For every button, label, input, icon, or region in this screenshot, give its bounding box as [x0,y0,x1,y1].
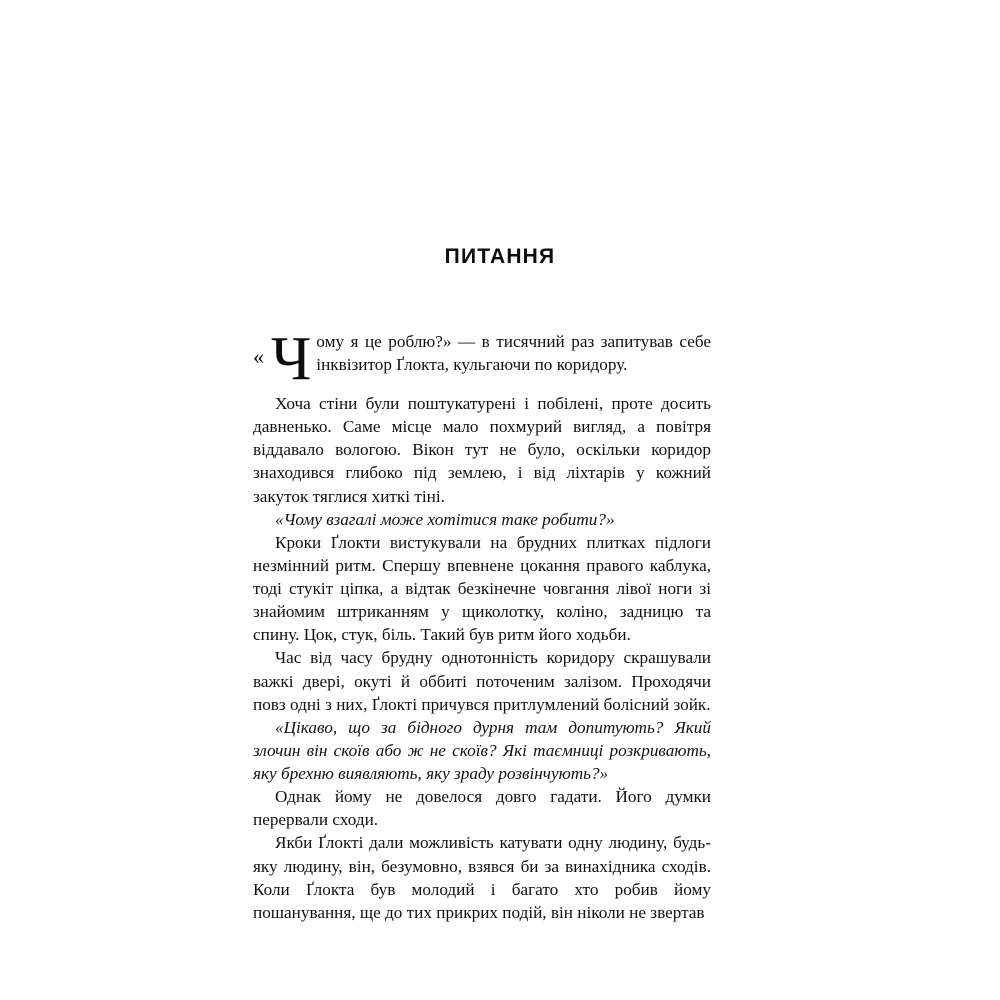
drop-cap-letter: Ч [271,325,312,393]
paragraph-stairs-interrupt: Однак йому не довелося довго гадати. Його думки перервали сходи. [253,787,711,830]
paragraph-torture: Якби Ґлокті дали можливість катувати одну людину, будь-яку людину, він, безумовно, взявся би за винахідника сходів. Коли Ґлокта був молодий і багато хто робив йому пошанування, ще до тих прикрих подій, він ніколи не звертав [253,833,711,922]
opening-rest: себе інквізитор Ґлокта, кульгаючи по коридору. [316,332,711,375]
paragraph-steps: Кроки Ґлокти вистукували на брудних плитках підлоги незмінний ритм. Спершу впевнене цокання правого каблука, тоді стукіт ціпка, а відтак безкінечне човгання лівої ноги зі знайомим штриканням у щиколотку, коліно, задницю та спину. Цок, стук, біль. Такий був ритм його ходьби. [253,532,711,645]
opening-paragraph [253,325,711,393]
opening-first-line: ому я це роблю?» — в тисячний раз запитував [316,332,673,351]
paragraph-why-at-all: «Чому взагалі може хотітися таке робити?» [275,509,615,529]
paragraph-walls: Хоча стіни були поштукатурені і побілені, проте досить давненько. Саме місце мало похмурий вигляд, а повітря віддавало вологою. Вікон тут не було, оскільки коридор знаходився глибоко під землею, і від ліхтарів у кожний закуток тяглися хиткі тіні. [253,394,711,506]
opening-quote-mark: « [253,344,264,369]
paragraph-curious: «Цікаво, що за бідного дурня там допитують? Який злочин він скоїв або ж не скоїв? Які таємниці розкривають, яку брехню виявляють, яку зраду розвінчують?» [253,717,711,783]
page-title: ПИТАННЯ [444,245,556,268]
paragraph-doors: Час від часу брудну однотонність коридору скрашували важкі двері, окуті й оббиті поточеним залізом. Проходячи повз одні з них, Ґлокті причувся притлумлений болісний зойк. [253,648,711,714]
body-text-column [253,325,711,924]
